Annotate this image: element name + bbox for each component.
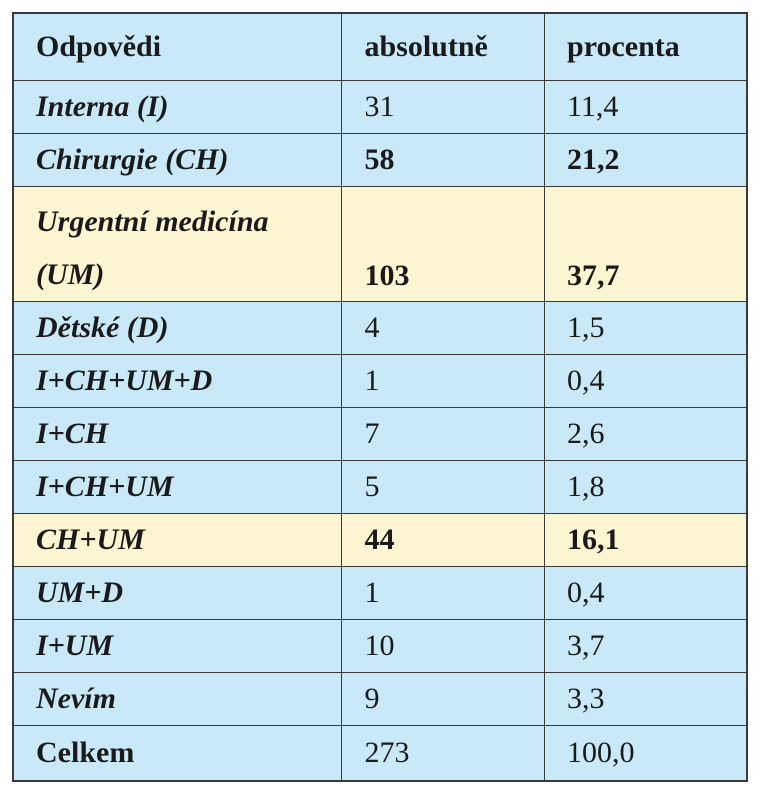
row-absolute: 7 <box>342 408 545 461</box>
row-absolute: 1 <box>342 567 545 620</box>
row-percent: 3,7 <box>545 620 747 673</box>
table-row <box>13 134 747 187</box>
row-label: Dětské (D) <box>13 302 342 355</box>
row-percent: 1,5 <box>545 302 747 355</box>
row-absolute: 103 <box>342 187 545 302</box>
header-procenta: procenta <box>545 13 747 81</box>
table-row-total <box>13 726 747 782</box>
row-absolute: 9 <box>342 673 545 726</box>
row-absolute: 44 <box>342 514 545 567</box>
row-percent: 37,7 <box>545 187 747 302</box>
row-label: I+CH+UM+D <box>13 355 342 408</box>
row-label: Chirurgie (CH) <box>13 134 342 187</box>
row-label: Nevím <box>13 673 342 726</box>
row-label: UM+D <box>13 567 342 620</box>
header-absolutne: absolutně <box>342 13 545 81</box>
table-row <box>13 673 747 726</box>
row-percent: 0,4 <box>545 355 747 408</box>
responses-table <box>12 12 748 782</box>
row-absolute: 1 <box>342 355 545 408</box>
row-label: I+UM <box>13 620 342 673</box>
table-row-highlighted <box>13 514 747 567</box>
row-percent: 11,4 <box>545 81 747 134</box>
row-percent: 3,3 <box>545 673 747 726</box>
row-label: I+CH <box>13 408 342 461</box>
header-odpovedi: Odpovědi <box>13 13 342 81</box>
row-percent: 1,8 <box>545 461 747 514</box>
row-absolute: 4 <box>342 302 545 355</box>
row-absolute: 58 <box>342 134 545 187</box>
table-row <box>13 302 747 355</box>
row-percent: 21,2 <box>545 134 747 187</box>
table-row-highlighted <box>13 187 747 302</box>
table-header-row <box>13 13 747 81</box>
row-absolute: 10 <box>342 620 545 673</box>
row-label: I+CH+UM <box>13 461 342 514</box>
table-row <box>13 461 747 514</box>
row-percent: 2,6 <box>545 408 747 461</box>
table-row <box>13 620 747 673</box>
row-label: CH+UM <box>13 514 342 567</box>
total-absolute: 273 <box>342 726 545 782</box>
table-row <box>13 355 747 408</box>
table-row <box>13 567 747 620</box>
row-percent: 16,1 <box>545 514 747 567</box>
row-percent: 0,4 <box>545 567 747 620</box>
row-absolute: 5 <box>342 461 545 514</box>
table-row <box>13 408 747 461</box>
row-absolute: 31 <box>342 81 545 134</box>
total-percent: 100,0 <box>545 726 747 782</box>
total-label: Celkem <box>13 726 342 782</box>
table-row <box>13 81 747 134</box>
row-label: Urgentní medicína (UM) <box>13 187 342 302</box>
row-label: Interna (I) <box>13 81 342 134</box>
